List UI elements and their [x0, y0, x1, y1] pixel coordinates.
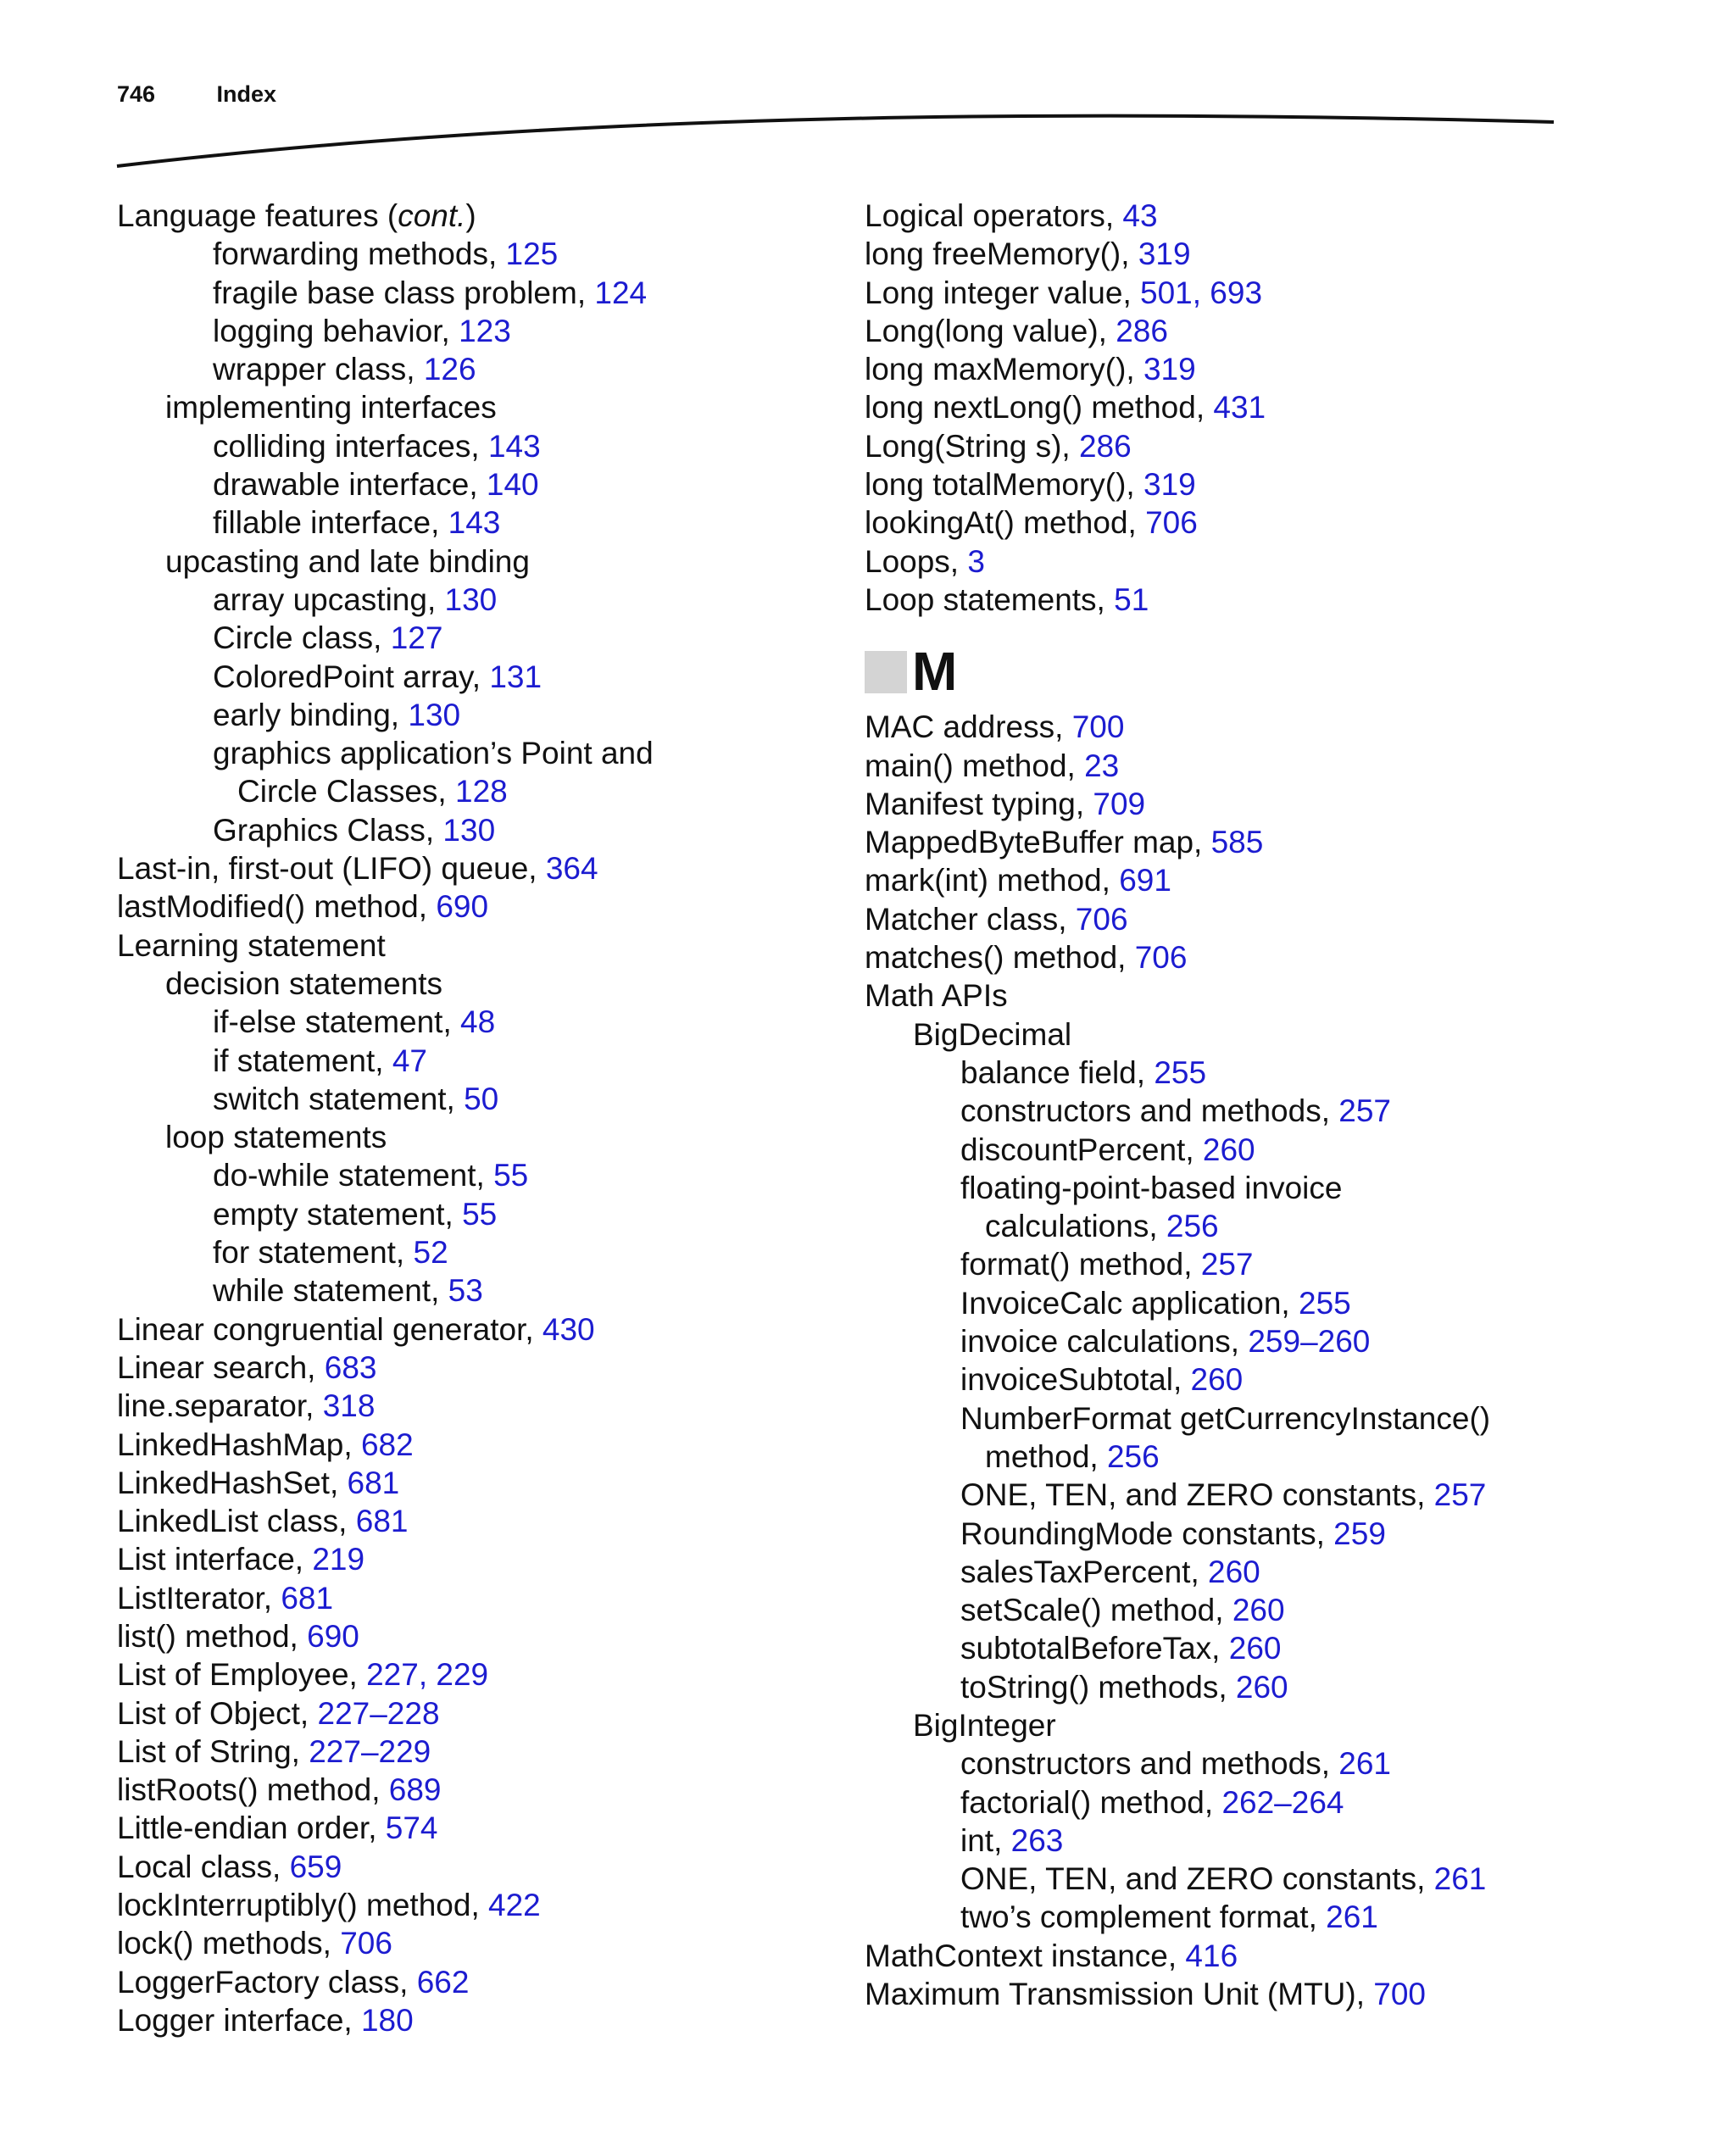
page-reference-link[interactable]: 260 [1228, 1631, 1282, 1666]
page-reference-link[interactable]: 690 [436, 889, 489, 925]
index-entry [865, 274, 1704, 312]
entry-term: ListIterator, [117, 1580, 281, 1616]
index-entry [117, 696, 846, 734]
entry-term: setScale() method, [960, 1593, 1232, 1628]
index-entry [117, 350, 846, 388]
entry-term: forwarding methods, [213, 236, 506, 272]
index-entry [865, 1668, 1704, 1706]
section-letter: M [912, 641, 958, 703]
index-entry [117, 772, 846, 810]
index-entry [117, 1886, 846, 1924]
index-entry [117, 849, 846, 887]
page-reference-link[interactable]: 318 [322, 1388, 376, 1424]
page-reference-link[interactable]: 700 [1071, 709, 1125, 745]
entry-term: long totalMemory(), [865, 467, 1143, 503]
page-reference-link[interactable]: 261 [1433, 1861, 1487, 1897]
index-entry [117, 235, 846, 273]
entry-term: LinkedHashSet, [117, 1465, 348, 1500]
page-reference-link[interactable]: 659 [289, 1849, 342, 1884]
page-reference-link[interactable]: 143 [448, 505, 501, 541]
page-reference-link[interactable]: 683 [324, 1349, 377, 1385]
entry-term: List interface, [117, 1542, 313, 1577]
entry-term: InvoiceCalc application, [960, 1285, 1299, 1321]
entry-term: Little-endian order, [117, 1811, 386, 1846]
page-reference-link[interactable]: 50 [464, 1081, 499, 1116]
page-reference-link[interactable]: 261 [1338, 1746, 1392, 1782]
page-reference-link[interactable]: 126 [423, 352, 476, 387]
entry-term: array upcasting, [213, 581, 445, 617]
entry-term: subtotalBeforeTax, [960, 1631, 1229, 1666]
entry-term: Matcher class, [865, 901, 1076, 937]
index-entry [865, 976, 1704, 1015]
index-entry [865, 312, 1704, 350]
entry-term: MathContext instance, [865, 1938, 1186, 1973]
entry-term: int, [960, 1822, 1011, 1858]
page-reference-link[interactable]: 319 [1143, 467, 1196, 503]
page-reference-link[interactable]: 48 [460, 1004, 496, 1040]
index-entry [865, 938, 1704, 976]
page-reference-link[interactable]: 227, 229 [366, 1657, 489, 1693]
page-reference-link[interactable]: 3 [967, 543, 985, 579]
page-reference-link[interactable]: 43 [1122, 198, 1158, 233]
index-entry [117, 427, 846, 465]
entry-term: List of String, [117, 1733, 309, 1769]
entry-term: two’s complement format, [960, 1900, 1327, 1935]
page-reference-link[interactable]: 257 [1200, 1247, 1254, 1282]
index-entry [117, 2001, 846, 2039]
entry-term: long nextLong() method, [865, 390, 1214, 426]
entry-term: implementing interfaces [165, 390, 497, 426]
index-entry [117, 1195, 846, 1233]
entry-term: Linear congruential generator, [117, 1311, 542, 1347]
entry-term: constructors and methods, [960, 1093, 1339, 1129]
entry-term: RoundingMode constants, [960, 1516, 1334, 1551]
index-entry [117, 1118, 846, 1156]
page-reference-link[interactable]: 662 [416, 1964, 470, 2000]
index-entry [117, 926, 846, 965]
entry-term: toString() methods, [960, 1669, 1236, 1705]
entry-term: ColoredPoint array, [213, 659, 490, 694]
entry-term: switch statement, [213, 1081, 465, 1116]
page-reference-link[interactable]: 128 [455, 774, 508, 809]
page-reference-link[interactable]: 709 [1093, 786, 1146, 821]
page-reference-link[interactable]: 130 [408, 697, 461, 732]
page-reference-link[interactable]: 219 [312, 1542, 365, 1577]
page-reference-link[interactable]: 286 [1116, 313, 1168, 348]
entry-term: ONE, TEN, and ZERO constants, [960, 1477, 1434, 1513]
entry-term: graphics application’s Point and [213, 736, 654, 771]
entry-term: Long(String s), [865, 428, 1079, 464]
index-entry [117, 1349, 846, 1387]
index-entry [865, 1515, 1704, 1553]
entry-term: lastModified() method, [117, 889, 437, 925]
page-reference-link[interactable]: 227–229 [309, 1733, 431, 1769]
index-group-m [865, 708, 1704, 2013]
entry-term: if-else statement, [213, 1004, 461, 1040]
entry-term: lookingAt() method, [865, 505, 1146, 541]
entry-term: Manifest typing, [865, 786, 1093, 821]
entry-term: matches() method, [865, 940, 1135, 976]
index-entry [117, 1156, 846, 1194]
index-entry [117, 1694, 846, 1733]
page-reference-link[interactable]: 124 [594, 275, 648, 310]
page-reference-link[interactable]: 180 [360, 2002, 414, 2038]
entry-term: listRoots() method, [117, 1772, 389, 1808]
index-entry [117, 965, 846, 1003]
index-entry [117, 1540, 846, 1578]
index-entry [865, 1360, 1704, 1399]
index-entry [865, 900, 1704, 938]
page-reference-link[interactable]: 123 [459, 313, 511, 348]
page-reference-link[interactable]: 431 [1213, 390, 1266, 426]
page-reference-link[interactable]: 125 [505, 236, 559, 272]
index-entry [865, 542, 1704, 581]
entry-term: invoiceSubtotal, [960, 1362, 1191, 1398]
entry-term: LoggerFactory class, [117, 1964, 417, 2000]
index-entry [865, 197, 1704, 235]
index-entry [865, 1744, 1704, 1783]
entry-term: BigDecimal [913, 1016, 1072, 1052]
page-reference-link[interactable]: 130 [444, 581, 498, 617]
entry-term: Math APIs [865, 978, 1008, 1014]
entry-term: Circle class, [213, 620, 391, 656]
index-entry [865, 1822, 1704, 1860]
index-entry [117, 1809, 846, 1847]
index-entry [117, 1655, 846, 1694]
page-reference-link[interactable]: 127 [390, 620, 443, 656]
page-reference-link[interactable]: 51 [1114, 581, 1149, 617]
index-entry [865, 1054, 1704, 1092]
entry-term: upcasting and late binding [165, 543, 530, 579]
page-reference-link[interactable]: 261 [1326, 1900, 1378, 1935]
entry-term: fragile base class problem, [213, 275, 595, 310]
index-entry [865, 581, 1704, 619]
entry-term: MappedByteBuffer map, [865, 825, 1211, 860]
entry-term: method, [985, 1438, 1107, 1474]
index-entry [865, 1399, 1704, 1438]
index-entry [865, 1783, 1704, 1822]
page-reference-link[interactable]: 260 [1202, 1132, 1255, 1167]
entry-term: do-while statement, [213, 1158, 494, 1193]
index-entry [865, 1245, 1704, 1283]
section-letter-heading [865, 639, 1704, 708]
page-number: 746 [117, 81, 156, 107]
page-reference-link[interactable]: 140 [486, 467, 539, 503]
index-entry [865, 1591, 1704, 1629]
index-entry [117, 274, 846, 312]
index-entry [117, 1003, 846, 1041]
page-reference-link[interactable]: 263 [1010, 1822, 1064, 1858]
index-entry [865, 1438, 1704, 1476]
index-entry [117, 1310, 846, 1349]
entry-term: BigInteger [913, 1707, 1056, 1743]
index-entry [117, 1271, 846, 1310]
page-reference-link[interactable]: 23 [1084, 748, 1120, 783]
index-group-l-continued [865, 197, 1704, 619]
entry-term: factorial() method, [960, 1784, 1222, 1820]
index-entry [117, 312, 846, 350]
page-reference-link[interactable]: 706 [1134, 940, 1188, 976]
index-entry [865, 1169, 1704, 1207]
page-reference-link[interactable]: 319 [1138, 236, 1191, 272]
page-reference-link[interactable]: 430 [542, 1311, 595, 1347]
entry-term: Learning statement [117, 927, 386, 963]
entry-term: line.separator, [117, 1388, 323, 1424]
index-entry [117, 658, 846, 696]
index-column-left [117, 197, 846, 2039]
index-entry [865, 1322, 1704, 1360]
entry-term: decision statements [165, 965, 443, 1001]
entry-term: lockInterruptibly() method, [117, 1888, 489, 1923]
page-reference-link[interactable]: 681 [355, 1504, 409, 1539]
index-column-right [865, 197, 1704, 2013]
entry-term: Long integer value, [865, 275, 1141, 310]
page-reference-link[interactable]: 47 [392, 1043, 427, 1078]
page-reference-link[interactable]: 259–260 [1248, 1324, 1371, 1360]
page-reference-link[interactable]: 700 [1373, 1977, 1427, 2012]
page-reference-link[interactable]: 259 [1333, 1516, 1386, 1551]
index-entry [117, 1771, 846, 1809]
page-reference-link[interactable]: 706 [340, 1926, 392, 1961]
entry-term-italic: cont. [398, 198, 466, 233]
index-entry [865, 350, 1704, 388]
page-reference-link[interactable]: 256 [1166, 1209, 1219, 1244]
page-reference-link[interactable]: 364 [545, 851, 598, 887]
entry-term: NumberFormat getCurrencyInstance() [960, 1400, 1491, 1436]
page-reference-link[interactable]: 143 [487, 428, 541, 464]
index-entry [117, 1426, 846, 1464]
letter-marker-box [865, 651, 907, 693]
entry-term: drawable interface, [213, 467, 487, 503]
page-reference-link[interactable]: 689 [388, 1772, 442, 1808]
index-entry [117, 581, 846, 619]
index-entry [865, 1860, 1704, 1898]
index-entry [117, 811, 846, 849]
page-reference-link[interactable]: 130 [442, 812, 496, 848]
index-entry [865, 747, 1704, 785]
entry-term: Maximum Transmission Unit (MTU), [865, 1977, 1374, 2012]
index-entry [117, 1963, 846, 2001]
entry-term: empty statement, [213, 1196, 463, 1232]
entry-term: invoice calculations, [960, 1324, 1249, 1360]
index-entry [865, 465, 1704, 503]
entry-term: mark(int) method, [865, 863, 1120, 898]
entry-term: balance field, [960, 1054, 1155, 1090]
index-entry [117, 619, 846, 657]
index-entry [117, 388, 846, 426]
entry-term: LinkedHashMap, [117, 1427, 361, 1462]
page-reference-link[interactable]: 286 [1078, 428, 1132, 464]
entry-term: loop statements [165, 1120, 387, 1155]
page-reference-link[interactable]: 319 [1143, 352, 1196, 387]
entry-term: Loop statements, [865, 581, 1115, 617]
entry-term: colliding interfaces, [213, 428, 488, 464]
index-entry [117, 1502, 846, 1540]
entry-term: LinkedList class, [117, 1504, 356, 1539]
entry-term: discountPercent, [960, 1132, 1203, 1167]
index-entry [117, 1233, 846, 1271]
entry-term: List of Employee, [117, 1657, 367, 1693]
entry-term: MAC address, [865, 709, 1072, 745]
entry-term: main() method, [865, 748, 1085, 783]
entry-term: constructors and methods, [960, 1746, 1339, 1782]
index-entry [117, 1848, 846, 1886]
page-reference-link[interactable]: 262–264 [1221, 1784, 1344, 1820]
index-entry [117, 887, 846, 926]
index-entry [865, 1937, 1704, 1975]
entry-term: Local class, [117, 1849, 290, 1884]
page-reference-link[interactable]: 416 [1185, 1938, 1238, 1973]
index-entry [117, 734, 846, 772]
entry-term: early binding, [213, 697, 409, 732]
page-reference-link[interactable]: 585 [1210, 825, 1264, 860]
index-entry [865, 1476, 1704, 1514]
index-entry [865, 235, 1704, 273]
index-entry [117, 1080, 846, 1118]
index-entry [117, 1924, 846, 1962]
index-entry [117, 503, 846, 542]
entry-term: if statement, [213, 1043, 392, 1078]
page-reference-link[interactable]: 682 [360, 1427, 414, 1462]
index-entry [865, 388, 1704, 426]
entry-term: wrapper class, [213, 352, 424, 387]
entry-term: long maxMemory(), [865, 352, 1143, 387]
page-reference-link[interactable]: 681 [281, 1580, 334, 1616]
page-reference-link[interactable]: 55 [462, 1196, 498, 1232]
entry-term: Circle Classes, [237, 774, 455, 809]
entry-term: long freeMemory(), [865, 236, 1138, 272]
index-entry [117, 1464, 846, 1502]
entry-term: Long(long value), [865, 313, 1116, 348]
page-reference-link[interactable]: 257 [1338, 1093, 1392, 1129]
index-entry [865, 823, 1704, 861]
index-entry [865, 861, 1704, 899]
page-reference-link[interactable]: 55 [493, 1158, 529, 1193]
page-reference-link[interactable]: 422 [488, 1888, 541, 1923]
entry-term: while statement, [213, 1273, 448, 1309]
page-reference-link[interactable]: 255 [1154, 1054, 1207, 1090]
index-entry [117, 197, 846, 235]
index-entry [117, 1387, 846, 1425]
entry-term: ONE, TEN, and ZERO constants, [960, 1861, 1434, 1897]
page-reference-link[interactable]: 260 [1208, 1554, 1260, 1589]
page-reference-link[interactable]: 52 [413, 1235, 448, 1271]
entry-term: Linear search, [117, 1349, 325, 1385]
running-head: Index [216, 81, 277, 107]
index-entry [865, 1706, 1704, 1744]
index-entry [865, 1629, 1704, 1667]
index-entry [865, 785, 1704, 823]
page-reference-link[interactable]: 260 [1190, 1362, 1244, 1398]
index-entry [865, 1092, 1704, 1130]
page-reference-link[interactable]: 706 [1075, 901, 1128, 937]
page-reference-link[interactable]: 691 [1119, 863, 1171, 898]
page-reference-link[interactable]: 257 [1433, 1477, 1487, 1513]
entry-term: logging behavior, [213, 313, 459, 348]
index-entry [865, 1553, 1704, 1591]
index-entry [865, 1131, 1704, 1169]
index-entry [865, 1898, 1704, 1936]
entry-term: Logger interface, [117, 2002, 361, 2038]
page-reference-link[interactable]: 260 [1235, 1669, 1288, 1705]
index-entry [117, 1733, 846, 1771]
entry-term: list() method, [117, 1618, 308, 1654]
page-reference-link[interactable]: 574 [385, 1811, 438, 1846]
index-entry [117, 1617, 846, 1655]
entry-term: Last-in, first-out (LIFO) queue, [117, 851, 546, 887]
page-reference-link[interactable]: 53 [448, 1273, 483, 1309]
index-entry [117, 542, 846, 581]
entry-term: Language features ( [117, 198, 398, 233]
index-entry [865, 708, 1704, 746]
index-entry [865, 1284, 1704, 1322]
entry-term: lock() methods, [117, 1926, 341, 1961]
entry-term: fillable interface, [213, 505, 448, 541]
entry-term-suffix: ) [465, 198, 476, 233]
entry-term: Graphics Class, [213, 812, 443, 848]
entry-term: floating-point-based invoice [960, 1170, 1343, 1205]
index-entry [865, 503, 1704, 542]
entry-term: salesTaxPercent, [960, 1554, 1209, 1589]
page-reference-link[interactable]: 501, 693 [1140, 275, 1263, 310]
index-entry [865, 427, 1704, 465]
entry-term: Loops, [865, 543, 968, 579]
entry-term: List of Object, [117, 1695, 318, 1731]
entry-term: calculations, [985, 1209, 1166, 1244]
page-reference-link[interactable]: 255 [1299, 1285, 1351, 1321]
page-reference-link[interactable]: 131 [489, 659, 542, 694]
page-reference-link[interactable]: 706 [1145, 505, 1198, 541]
page-reference-link[interactable]: 690 [307, 1618, 359, 1654]
header-rule [0, 0, 1736, 186]
index-entry [865, 1975, 1704, 2013]
index-entry [865, 1015, 1704, 1054]
index-entry [117, 465, 846, 503]
index-entry [117, 1042, 846, 1080]
entry-term: Logical operators, [865, 198, 1123, 233]
page-reference-link[interactable]: 681 [347, 1465, 400, 1500]
entry-term: format() method, [960, 1247, 1201, 1282]
index-entry [117, 1579, 846, 1617]
page-reference-link[interactable]: 227–228 [317, 1695, 440, 1731]
page-reference-link[interactable]: 256 [1106, 1438, 1160, 1474]
index-entry [865, 1207, 1704, 1245]
page-reference-link[interactable]: 260 [1232, 1593, 1285, 1628]
entry-term: for statement, [213, 1235, 414, 1271]
